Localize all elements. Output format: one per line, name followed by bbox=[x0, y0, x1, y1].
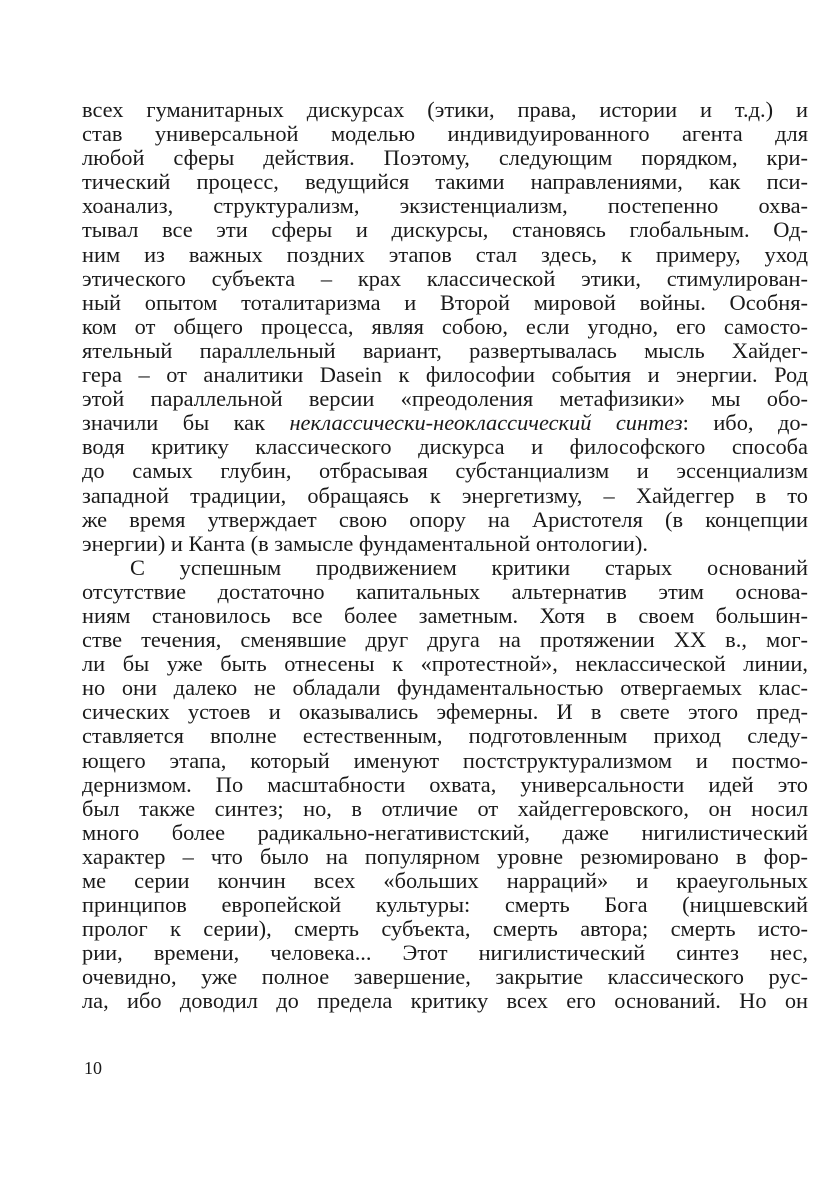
text-segment: много более радикально-негативистский, даже нигилистический bbox=[82, 819, 808, 845]
text-segment: всех гуманитарных дискурсах (этики, права, истории и т.д.) и bbox=[82, 97, 808, 122]
text-line bbox=[82, 459, 808, 483]
text-segment: пролог к серии), смерть субъекта, смерть автора; смерть исто- bbox=[82, 916, 808, 942]
text-segment: характер – что было на популярном уровне резюмировано в фор- bbox=[82, 843, 808, 869]
text-line bbox=[82, 243, 808, 267]
text-line bbox=[82, 387, 808, 411]
text-line bbox=[82, 628, 808, 652]
text-segment: став универсальной моделью индивидуированного агента для bbox=[82, 121, 808, 147]
text-segment: С успешным продвижением критики старых оснований bbox=[130, 554, 808, 580]
text-line bbox=[82, 339, 808, 363]
paragraph bbox=[82, 98, 808, 556]
text-line bbox=[82, 435, 808, 459]
text-segment: энергии) и Канта (в замысле фундаментальной онтологии). bbox=[82, 530, 648, 556]
text-segment: ниям становилось все более заметным. Хотя в своем большин- bbox=[82, 602, 808, 628]
text-line bbox=[82, 508, 808, 532]
text-segment: хоанализ, структурализм, экзистенциализм, постепенно охва- bbox=[82, 193, 808, 219]
text-segment: : ибо, до- bbox=[682, 410, 808, 436]
text-segment: ком от общего процесса, являя собою, если угодно, его самосто- bbox=[82, 313, 808, 339]
italic-text: неклассически-неоклассический синтез bbox=[289, 410, 683, 436]
text-segment: же время утверждает свою опору на Аристотеля (в концепции bbox=[82, 506, 808, 532]
page-body bbox=[82, 98, 808, 1014]
text-line bbox=[82, 580, 808, 604]
text-line bbox=[82, 965, 808, 989]
text-line bbox=[82, 869, 808, 893]
text-segment: ный опытом тоталитаризма и Второй мировой войны. Особня- bbox=[82, 289, 808, 315]
text-segment: но они далеко не обладали фундаментальностью отвергаемых клас- bbox=[82, 675, 808, 701]
text-segment: тический процесс, ведущийся такими направлениями, как пси- bbox=[82, 169, 808, 195]
text-segment: гера – от аналитики Dasein к философии события и энергии. Род bbox=[82, 362, 808, 388]
text-segment: любой сферы действия. Поэтому, следующим порядком, кри- bbox=[82, 145, 808, 171]
text-line bbox=[82, 194, 808, 218]
text-line bbox=[82, 676, 808, 700]
text-line bbox=[82, 989, 808, 1013]
text-line bbox=[82, 556, 808, 580]
text-segment: западной традиции, обращаясь к энергетизму, – Хайдеггер в то bbox=[82, 482, 808, 508]
text-segment: принципов европейской культуры: смерть Бога (ницшевский bbox=[82, 892, 808, 918]
text-segment: значили бы как bbox=[82, 410, 290, 436]
text-segment: ли бы уже быть отнесены к «протестной», неклассической линии, bbox=[82, 651, 808, 677]
text-segment: до самых глубин, отбрасывая субстанциализм и эссенциализм bbox=[82, 458, 808, 484]
text-segment: ставляется вполне естественным, подготовленным приход следу- bbox=[82, 723, 808, 749]
text-line bbox=[82, 363, 808, 387]
text-line bbox=[82, 604, 808, 628]
text-segment: этического субъекта – крах классической этики, стимулирован- bbox=[82, 265, 808, 291]
text-line bbox=[82, 267, 808, 291]
text-line bbox=[82, 941, 808, 965]
text-line bbox=[82, 845, 808, 869]
text-line bbox=[82, 218, 808, 242]
text-line bbox=[82, 484, 808, 508]
text-line bbox=[82, 122, 808, 146]
text-line bbox=[82, 146, 808, 170]
text-segment: очевидно, уже полное завершение, закрытие классического рус- bbox=[82, 964, 808, 990]
text-segment: дернизмом. По масштабности охвата, универсальности идей это bbox=[82, 771, 808, 797]
text-line bbox=[82, 411, 808, 435]
text-segment: ятельный параллельный вариант, развертывалась мысль Хайдег- bbox=[82, 337, 808, 363]
text-line bbox=[82, 773, 808, 797]
page-number: 10 bbox=[84, 1058, 102, 1078]
text-segment: сических устоев и оказывались эфемерны. И в свете этого пред- bbox=[82, 699, 808, 725]
text-segment: водя критику классического дискурса и философского способа bbox=[82, 434, 808, 460]
text-segment: рии, времени, человека... Этот нигилистический синтез нес, bbox=[82, 940, 808, 966]
text-line bbox=[82, 893, 808, 917]
text-line bbox=[82, 700, 808, 724]
text-segment: был также синтез; но, в отличие от хайдеггеровского, он носил bbox=[82, 795, 808, 821]
text-line bbox=[82, 532, 808, 556]
text-segment: ющего этапа, который именуют постструктурализмом и постмо- bbox=[82, 747, 808, 773]
paragraph bbox=[82, 556, 808, 1014]
text-line bbox=[82, 170, 808, 194]
text-segment: ла, ибо доводил до предела критику всех его оснований. Но он bbox=[82, 988, 808, 1014]
text-line bbox=[82, 797, 808, 821]
text-line bbox=[82, 98, 808, 122]
text-segment: этой параллельной версии «преодоления метафизики» мы обо- bbox=[82, 386, 808, 412]
text-line bbox=[82, 749, 808, 773]
text-segment: ме серии кончин всех «больших нарраций» и краеугольных bbox=[82, 868, 808, 893]
text-line bbox=[82, 821, 808, 845]
text-segment: отсутствие достаточно капитальных альтернатив этим основа- bbox=[82, 578, 808, 604]
text-line bbox=[82, 724, 808, 748]
text-line bbox=[82, 652, 808, 676]
text-segment: тывал все эти сферы и дискурсы, становясь глобальным. Од- bbox=[82, 217, 808, 243]
text-segment: стве течения, сменявшие друг друга на протяжении XX в., мог- bbox=[82, 627, 808, 653]
text-line bbox=[82, 315, 808, 339]
text-line bbox=[82, 291, 808, 315]
text-line bbox=[82, 917, 808, 941]
text-segment: ним из важных поздних этапов стал здесь, к примеру, уход bbox=[82, 241, 808, 267]
